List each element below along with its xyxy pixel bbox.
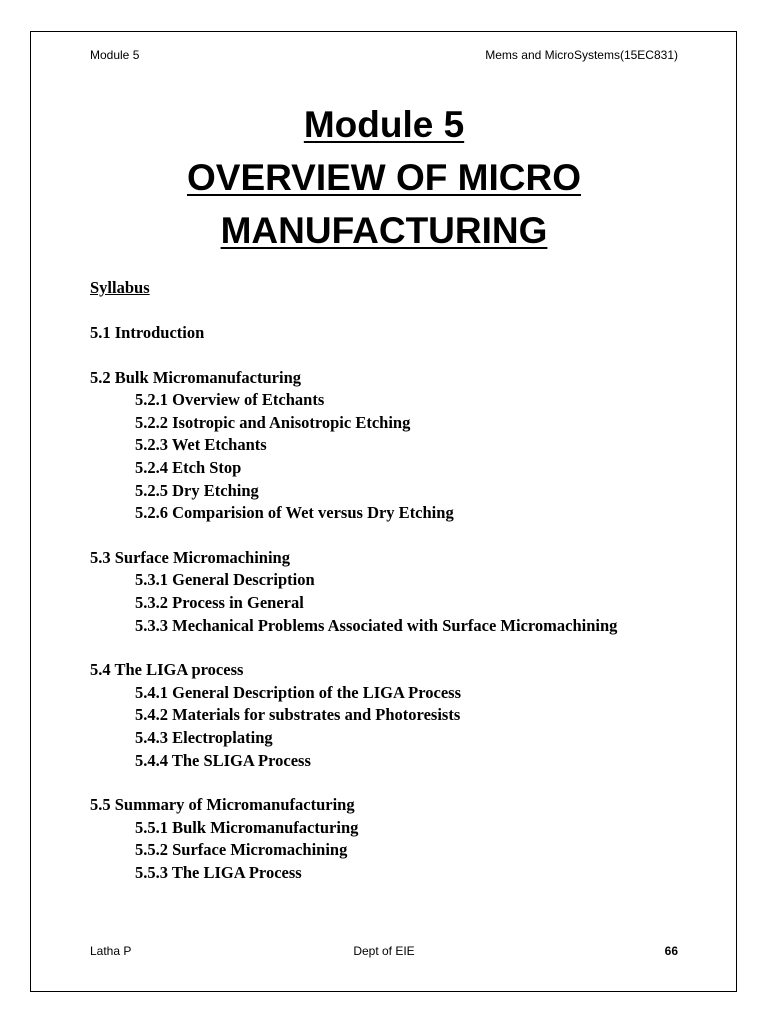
section-title: 5.1 Introduction xyxy=(90,323,205,342)
subsection-item: 5.4.2 Materials for substrates and Photoresists xyxy=(135,705,461,725)
subsection-item: 5.4.1 General Description of the LIGA Process xyxy=(135,682,461,702)
subsection-item: 5.3.3 Mechanical Problems Associated with Surface Micromachining xyxy=(135,615,618,635)
subsection-item: 5.2.4 Etch Stop xyxy=(135,457,242,477)
section-title: 5.3 Surface Micromachining xyxy=(90,547,290,567)
subsection-item: 5.2.6 Comparision of Wet versus Dry Etching xyxy=(135,503,454,523)
section-title: 5.5 Summary of Micromanufacturing xyxy=(90,795,355,815)
subsection-item: 5.2.1 Overview of Etchants xyxy=(135,390,325,410)
document-title xyxy=(0,98,768,257)
page-footer xyxy=(90,944,678,958)
footer-author: Latha P xyxy=(90,944,132,958)
page-number: 66 xyxy=(664,944,678,958)
subsection-item: 5.5.3 The LIGA Process xyxy=(135,862,302,882)
page-header xyxy=(90,48,678,62)
subsection-item: 5.2.2 Isotropic and Anisotropic Etching xyxy=(135,412,411,432)
subsection-item: 5.3.2 Process in General xyxy=(135,592,304,612)
syllabus-section xyxy=(90,367,708,525)
subsection-item: 5.4.3 Electroplating xyxy=(135,727,273,747)
syllabus-sections xyxy=(90,322,708,884)
syllabus-section xyxy=(90,794,708,884)
header-left: Module 5 xyxy=(90,48,140,62)
title-line-1: Module 5 xyxy=(303,104,465,145)
footer-department: Dept of EIE xyxy=(353,944,415,958)
syllabus-content xyxy=(90,278,708,906)
syllabus-section xyxy=(90,547,708,637)
subsection-item: 5.2.3 Wet Etchants xyxy=(135,435,267,455)
syllabus-section xyxy=(90,659,708,772)
syllabus-section xyxy=(90,322,708,345)
title-line-2: OVERVIEW OF MICRO xyxy=(186,157,581,198)
subsection-item: 5.4.4 The SLIGA Process xyxy=(135,750,311,770)
section-title: 5.4 The LIGA process xyxy=(90,660,244,680)
subsection-item: 5.3.1 General Description xyxy=(135,570,315,590)
section-title: 5.2 Bulk Micromanufacturing xyxy=(90,367,301,387)
subsection-item: 5.2.5 Dry Etching xyxy=(135,480,259,500)
syllabus-label: Syllabus xyxy=(90,278,150,297)
subsection-item: 5.5.2 Surface Micromachining xyxy=(135,840,348,860)
header-right: Mems and MicroSystems(15EC831) xyxy=(485,48,678,62)
subsection-item: 5.5.1 Bulk Micromanufacturing xyxy=(135,817,359,837)
title-line-3: MANUFACTURING xyxy=(220,210,548,251)
